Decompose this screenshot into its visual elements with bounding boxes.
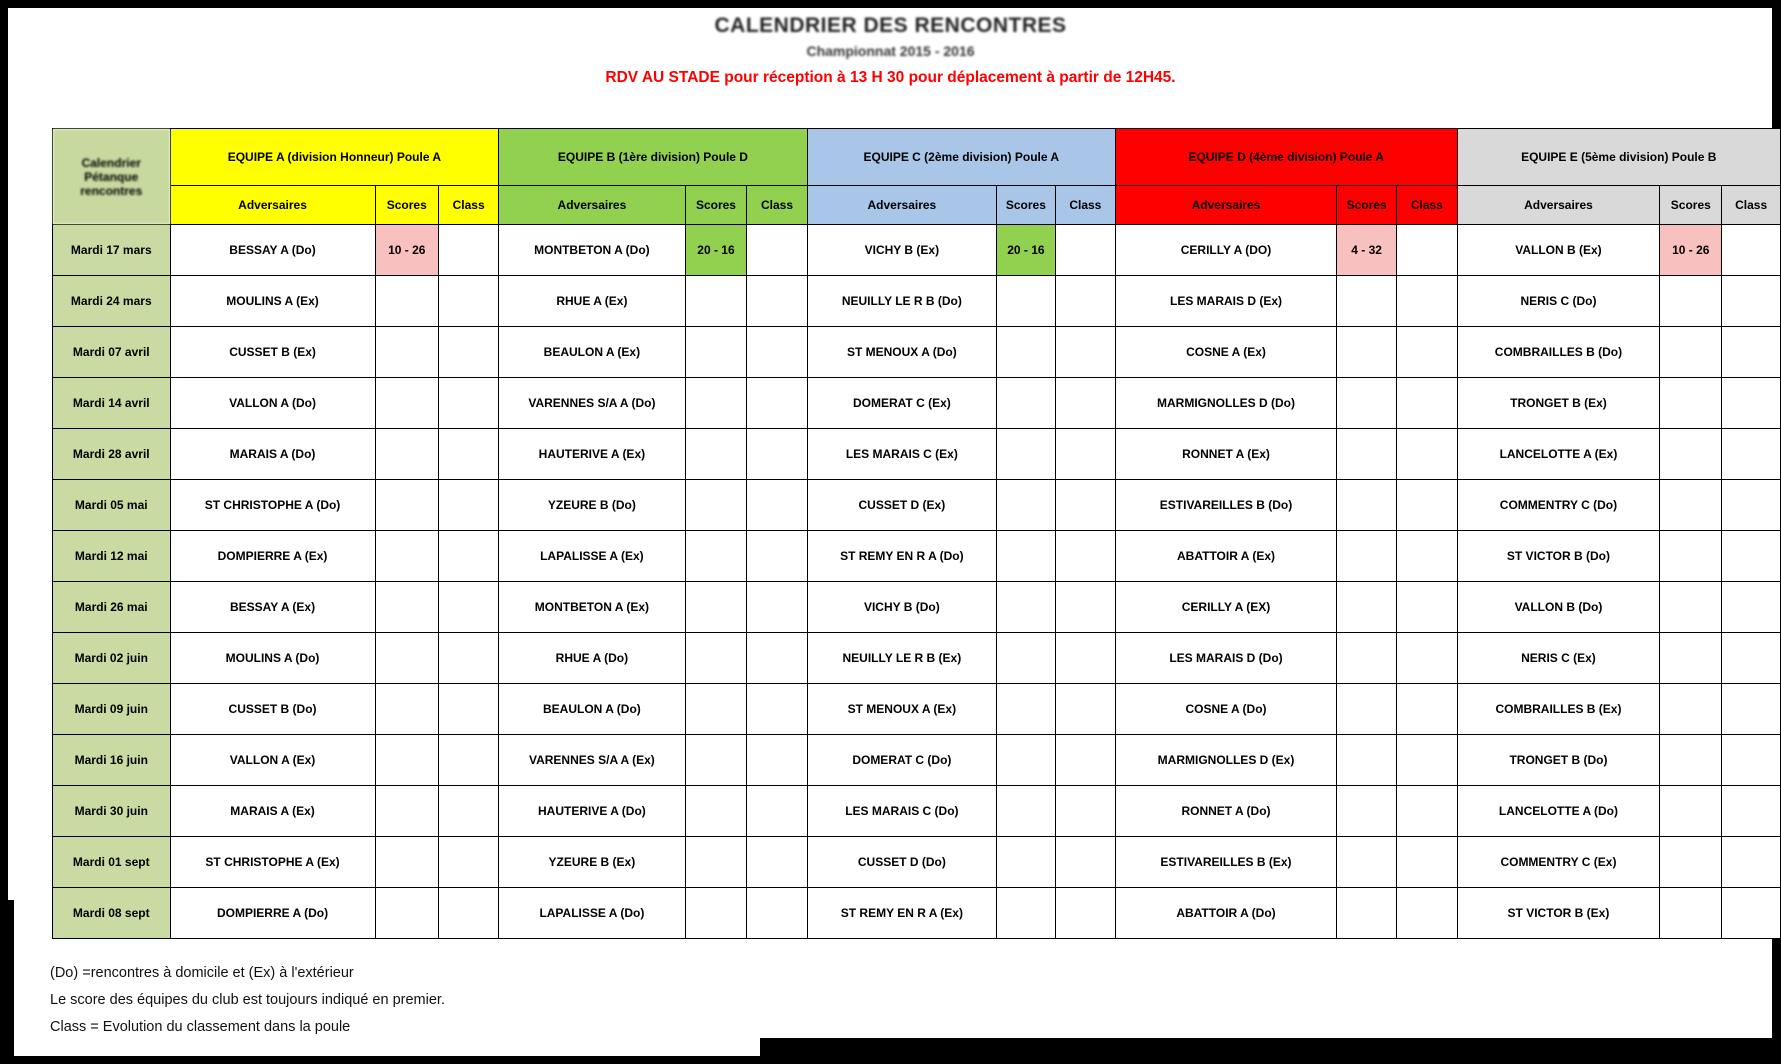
team-header-b: EQUIPE B (1ère division) Poule D [499, 129, 807, 186]
cell-score-b [685, 786, 747, 837]
cell-opponent-b: YZEURE B (Ex) [499, 837, 685, 888]
cell-opponent-d: ABATTOIR A (Ex) [1115, 531, 1336, 582]
subheader-d-class: Class [1397, 186, 1457, 225]
subheader-b-scores: Scores [685, 186, 747, 225]
cell-score-d [1337, 429, 1397, 480]
cell-score-d [1337, 786, 1397, 837]
cell-score-d [1337, 480, 1397, 531]
cell-class-b [747, 684, 807, 735]
cell-score-b [685, 276, 747, 327]
cell-class-c [1055, 786, 1115, 837]
table-row [53, 429, 1781, 480]
subheader-d-adversaires: Adversaires [1115, 186, 1336, 225]
cell-class-b [747, 888, 807, 939]
cell-opponent-c: DOMERAT C (Ex) [807, 378, 996, 429]
cell-score-e [1660, 786, 1722, 837]
cell-opponent-d: CERILLY A (DO) [1115, 225, 1336, 276]
table-row [53, 735, 1781, 786]
cell-opponent-b: VARENNES S/A A (Do) [499, 378, 685, 429]
cell-opponent-b: MONTBETON A (Ex) [499, 582, 685, 633]
decor-block-left [0, 0, 8, 906]
row-date: Mardi 14 avril [53, 378, 171, 429]
row-date: Mardi 01 sept [53, 837, 171, 888]
cell-score-d [1337, 276, 1397, 327]
cell-opponent-c: ST REMY EN R A (Do) [807, 531, 996, 582]
cell-score-e [1660, 276, 1722, 327]
cell-class-e [1722, 480, 1781, 531]
cell-opponent-e: ST VICTOR B (Ex) [1457, 888, 1660, 939]
cell-score-c [997, 735, 1056, 786]
cell-score-e [1660, 888, 1722, 939]
cell-score-c [997, 837, 1056, 888]
cell-class-c [1055, 735, 1115, 786]
cell-opponent-a: MOULINS A (Ex) [170, 276, 375, 327]
cell-score-e [1660, 684, 1722, 735]
footnote-2: Le score des équipes du club est toujours indiqué en premier. [50, 991, 445, 1008]
table-row [53, 684, 1781, 735]
table-row [53, 888, 1781, 939]
cell-class-d [1397, 837, 1457, 888]
cell-score-d [1337, 378, 1397, 429]
cell-opponent-c: CUSSET D (Do) [807, 837, 996, 888]
row-date: Mardi 28 avril [53, 429, 171, 480]
cell-opponent-b: BEAULON A (Do) [499, 684, 685, 735]
cell-opponent-c: VICHY B (Ex) [807, 225, 996, 276]
cell-score-a [375, 327, 438, 378]
cell-opponent-c: ST MENOUX A (Ex) [807, 684, 996, 735]
cell-class-b [747, 735, 807, 786]
cell-opponent-e: COMBRAILLES B (Do) [1457, 327, 1660, 378]
cell-score-b [685, 633, 747, 684]
cell-opponent-e: TRONGET B (Do) [1457, 735, 1660, 786]
cell-class-b [747, 837, 807, 888]
cell-opponent-c: VICHY B (Do) [807, 582, 996, 633]
cell-class-e [1722, 888, 1781, 939]
cell-class-b [747, 786, 807, 837]
subheader-d-scores: Scores [1337, 186, 1397, 225]
cell-score-b [685, 429, 747, 480]
cell-class-c [1055, 684, 1115, 735]
cell-class-c [1055, 276, 1115, 327]
footnote-1: (Do) =rencontres à domicile et (Ex) à l'extérieur [50, 965, 354, 981]
cell-opponent-e: ST VICTOR B (Do) [1457, 531, 1660, 582]
subheader-b-class: Class [747, 186, 807, 225]
cell-class-a [438, 684, 498, 735]
cell-opponent-d: RONNET A (Ex) [1115, 429, 1336, 480]
cell-class-e [1722, 225, 1781, 276]
cell-score-c [997, 327, 1056, 378]
cell-score-c: 20 - 16 [997, 225, 1056, 276]
cell-opponent-c: CUSSET D (Ex) [807, 480, 996, 531]
title-block [0, 14, 1781, 87]
cell-score-b [685, 582, 747, 633]
cell-class-a [438, 888, 498, 939]
cell-class-b [747, 225, 807, 276]
cell-score-e [1660, 378, 1722, 429]
cell-class-d [1397, 786, 1457, 837]
subheader-b-adversaires: Adversaires [499, 186, 685, 225]
cell-class-a [438, 786, 498, 837]
cell-class-d [1397, 582, 1457, 633]
cell-score-a [375, 378, 438, 429]
cell-score-a [375, 837, 438, 888]
cell-class-a [438, 378, 498, 429]
cell-class-c [1055, 582, 1115, 633]
document-subtitle: Championnat 2015 - 2016 [806, 43, 975, 59]
cell-opponent-b: MONTBETON A (Do) [499, 225, 685, 276]
cell-score-c [997, 786, 1056, 837]
schedule-table [52, 128, 1781, 939]
cell-opponent-c: NEUILLY LE R B (Ex) [807, 633, 996, 684]
cell-class-e [1722, 633, 1781, 684]
cell-class-e [1722, 735, 1781, 786]
cell-class-d [1397, 531, 1457, 582]
cell-opponent-a: DOMPIERRE A (Do) [170, 888, 375, 939]
decor-block-top [0, 0, 1781, 8]
cell-score-e: 10 - 26 [1660, 225, 1722, 276]
cell-score-b [685, 837, 747, 888]
cell-score-b: 20 - 16 [685, 225, 747, 276]
cell-class-c [1055, 327, 1115, 378]
cell-score-e [1660, 327, 1722, 378]
cell-opponent-d: CERILLY A (EX) [1115, 582, 1336, 633]
cell-score-a [375, 531, 438, 582]
team-header-c: EQUIPE C (2ème division) Poule A [807, 129, 1115, 186]
cell-score-a [375, 429, 438, 480]
subheader-e-scores: Scores [1660, 186, 1722, 225]
cell-score-a [375, 582, 438, 633]
cell-opponent-d: ESTIVAREILLES B (Ex) [1115, 837, 1336, 888]
cell-opponent-e: COMMENTRY C (Do) [1457, 480, 1660, 531]
cell-class-c [1055, 378, 1115, 429]
decor-block-bottom [0, 1056, 1781, 1064]
subheader-a-adversaires: Adversaires [170, 186, 375, 225]
cell-class-c [1055, 531, 1115, 582]
row-date: Mardi 26 mai [53, 582, 171, 633]
cell-score-c [997, 582, 1056, 633]
cell-opponent-a: MARAIS A (Ex) [170, 786, 375, 837]
cell-score-b [685, 531, 747, 582]
cell-opponent-c: LES MARAIS C (Do) [807, 786, 996, 837]
cell-score-d: 4 - 32 [1337, 225, 1397, 276]
cell-class-b [747, 429, 807, 480]
cell-score-c [997, 429, 1056, 480]
cell-opponent-c: ST REMY EN R A (Ex) [807, 888, 996, 939]
cell-opponent-d: MARMIGNOLLES D (Ex) [1115, 735, 1336, 786]
cell-score-b [685, 684, 747, 735]
cell-opponent-a: DOMPIERRE A (Ex) [170, 531, 375, 582]
cell-score-d [1337, 582, 1397, 633]
cell-opponent-b: YZEURE B (Do) [499, 480, 685, 531]
row-date: Mardi 12 mai [53, 531, 171, 582]
cell-score-e [1660, 735, 1722, 786]
subheader-c-class: Class [1055, 186, 1115, 225]
cell-opponent-b: BEAULON A (Ex) [499, 327, 685, 378]
cell-score-d [1337, 735, 1397, 786]
cell-score-e [1660, 531, 1722, 582]
table-row [53, 633, 1781, 684]
cell-opponent-e: VALLON B (Ex) [1457, 225, 1660, 276]
cell-class-e [1722, 276, 1781, 327]
cell-score-c [997, 888, 1056, 939]
cell-opponent-b: HAUTERIVE A (Do) [499, 786, 685, 837]
table-header-teams [53, 129, 1781, 186]
cell-class-c [1055, 837, 1115, 888]
cell-score-c [997, 276, 1056, 327]
cell-score-a [375, 735, 438, 786]
cell-score-b [685, 888, 747, 939]
cell-class-e [1722, 786, 1781, 837]
cell-class-a [438, 582, 498, 633]
table-row [53, 786, 1781, 837]
cell-score-c [997, 531, 1056, 582]
cell-score-e [1660, 633, 1722, 684]
cell-score-a [375, 480, 438, 531]
cell-class-b [747, 378, 807, 429]
cell-score-c [997, 480, 1056, 531]
cell-class-d [1397, 429, 1457, 480]
row-date: Mardi 17 mars [53, 225, 171, 276]
cell-opponent-d: COSNE A (Ex) [1115, 327, 1336, 378]
cell-class-a [438, 480, 498, 531]
cell-opponent-d: LES MARAIS D (Do) [1115, 633, 1336, 684]
footnote-3: Class = Evolution du classement dans la poule [50, 1018, 351, 1035]
cell-opponent-e: COMMENTRY C (Ex) [1457, 837, 1660, 888]
cell-opponent-e: LANCELOTTE A (Do) [1457, 786, 1660, 837]
cell-opponent-a: CUSSET B (Ex) [170, 327, 375, 378]
cell-score-d [1337, 684, 1397, 735]
cell-opponent-d: ABATTOIR A (Do) [1115, 888, 1336, 939]
cell-score-a [375, 633, 438, 684]
schedule-body [53, 225, 1781, 939]
cell-opponent-e: NERIS C (Ex) [1457, 633, 1660, 684]
cell-class-c [1055, 225, 1115, 276]
cell-opponent-d: COSNE A (Do) [1115, 684, 1336, 735]
row-date: Mardi 30 juin [53, 786, 171, 837]
subheader-e-class: Class [1722, 186, 1781, 225]
cell-opponent-b: RHUE A (Do) [499, 633, 685, 684]
cell-class-a [438, 225, 498, 276]
cell-opponent-a: MARAIS A (Do) [170, 429, 375, 480]
cell-opponent-c: DOMERAT C (Do) [807, 735, 996, 786]
cell-class-b [747, 633, 807, 684]
cell-opponent-b: LAPALISSE A (Do) [499, 888, 685, 939]
cell-opponent-d: LES MARAIS D (Ex) [1115, 276, 1336, 327]
meeting-notice: RDV AU STADE pour réception à 13 H 30 pour déplacement à partir de 12H45. [605, 69, 1176, 86]
row-date: Mardi 02 juin [53, 633, 171, 684]
table-row [53, 276, 1781, 327]
subheader-e-adversaires: Adversaires [1457, 186, 1660, 225]
corner-label: Calendrier Pétanque rencontres [53, 129, 171, 225]
row-date: Mardi 16 juin [53, 735, 171, 786]
cell-class-d [1397, 480, 1457, 531]
cell-opponent-a: CUSSET B (Do) [170, 684, 375, 735]
cell-score-d [1337, 531, 1397, 582]
cell-opponent-e: NERIS C (Do) [1457, 276, 1660, 327]
cell-class-e [1722, 429, 1781, 480]
footnotes [50, 960, 445, 1040]
cell-opponent-e: VALLON B (Do) [1457, 582, 1660, 633]
cell-opponent-a: MOULINS A (Do) [170, 633, 375, 684]
table-row [53, 582, 1781, 633]
row-date: Mardi 07 avril [53, 327, 171, 378]
cell-opponent-d: MARMIGNOLLES D (Do) [1115, 378, 1336, 429]
cell-class-b [747, 582, 807, 633]
cell-class-e [1722, 531, 1781, 582]
table-row [53, 225, 1781, 276]
cell-class-d [1397, 378, 1457, 429]
cell-score-b [685, 735, 747, 786]
cell-opponent-d: ESTIVAREILLES B (Do) [1115, 480, 1336, 531]
cell-score-a [375, 888, 438, 939]
table-row [53, 480, 1781, 531]
cell-class-b [747, 531, 807, 582]
cell-class-c [1055, 429, 1115, 480]
subheader-c-adversaires: Adversaires [807, 186, 996, 225]
decor-block-left-bottom [0, 900, 14, 1064]
cell-score-c [997, 684, 1056, 735]
cell-class-c [1055, 888, 1115, 939]
cell-class-e [1722, 684, 1781, 735]
cell-opponent-d: RONNET A (Do) [1115, 786, 1336, 837]
cell-score-c [997, 633, 1056, 684]
cell-opponent-a: BESSAY A (Do) [170, 225, 375, 276]
cell-class-c [1055, 633, 1115, 684]
cell-class-b [747, 480, 807, 531]
cell-score-e [1660, 837, 1722, 888]
subheader-a-class: Class [438, 186, 498, 225]
cell-class-a [438, 531, 498, 582]
cell-class-a [438, 327, 498, 378]
cell-opponent-a: BESSAY A (Ex) [170, 582, 375, 633]
cell-class-d [1397, 276, 1457, 327]
team-header-d: EQUIPE D (4ème division) Poule A [1115, 129, 1457, 186]
cell-score-d [1337, 633, 1397, 684]
cell-score-d [1337, 837, 1397, 888]
table-row [53, 837, 1781, 888]
cell-class-d [1397, 684, 1457, 735]
cell-class-a [438, 429, 498, 480]
cell-class-e [1722, 837, 1781, 888]
cell-score-a [375, 276, 438, 327]
cell-score-e [1660, 429, 1722, 480]
cell-class-e [1722, 378, 1781, 429]
cell-class-d [1397, 888, 1457, 939]
cell-score-a: 10 - 26 [375, 225, 438, 276]
cell-opponent-b: LAPALISSE A (Ex) [499, 531, 685, 582]
cell-class-b [747, 276, 807, 327]
row-date: Mardi 05 mai [53, 480, 171, 531]
cell-opponent-c: LES MARAIS C (Ex) [807, 429, 996, 480]
cell-class-e [1722, 327, 1781, 378]
cell-opponent-b: VARENNES S/A A (Ex) [499, 735, 685, 786]
cell-class-d [1397, 327, 1457, 378]
row-date: Mardi 09 juin [53, 684, 171, 735]
cell-opponent-a: VALLON A (Ex) [170, 735, 375, 786]
table-header-subcolumns [53, 186, 1781, 225]
cell-class-e [1722, 582, 1781, 633]
cell-opponent-e: LANCELOTTE A (Ex) [1457, 429, 1660, 480]
cell-class-a [438, 735, 498, 786]
cell-class-a [438, 837, 498, 888]
cell-opponent-a: VALLON A (Do) [170, 378, 375, 429]
cell-score-d [1337, 327, 1397, 378]
cell-class-d [1397, 633, 1457, 684]
cell-class-a [438, 633, 498, 684]
cell-score-b [685, 480, 747, 531]
team-header-a: EQUIPE A (division Honneur) Poule A [170, 129, 499, 186]
table-row [53, 378, 1781, 429]
document-title: CALENDRIER DES RENCONTRES [714, 14, 1067, 37]
table-row [53, 531, 1781, 582]
cell-score-b [685, 327, 747, 378]
cell-score-e [1660, 582, 1722, 633]
cell-score-a [375, 786, 438, 837]
cell-class-d [1397, 225, 1457, 276]
cell-class-a [438, 276, 498, 327]
cell-score-a [375, 684, 438, 735]
cell-opponent-e: COMBRAILLES B (Ex) [1457, 684, 1660, 735]
cell-score-b [685, 378, 747, 429]
cell-opponent-a: ST CHRISTOPHE A (Do) [170, 480, 375, 531]
subheader-a-scores: Scores [375, 186, 438, 225]
cell-opponent-b: HAUTERIVE A (Ex) [499, 429, 685, 480]
cell-score-c [997, 378, 1056, 429]
cell-class-b [747, 327, 807, 378]
row-date: Mardi 08 sept [53, 888, 171, 939]
cell-class-d [1397, 735, 1457, 786]
cell-class-c [1055, 480, 1115, 531]
cell-opponent-b: RHUE A (Ex) [499, 276, 685, 327]
team-header-e: EQUIPE E (5ème division) Poule B [1457, 129, 1780, 186]
cell-opponent-c: ST MENOUX A (Do) [807, 327, 996, 378]
cell-score-d [1337, 888, 1397, 939]
table-row [53, 327, 1781, 378]
cell-opponent-a: ST CHRISTOPHE A (Ex) [170, 837, 375, 888]
subheader-c-scores: Scores [997, 186, 1056, 225]
cell-opponent-c: NEUILLY LE R B (Do) [807, 276, 996, 327]
row-date: Mardi 24 mars [53, 276, 171, 327]
cell-score-e [1660, 480, 1722, 531]
cell-opponent-e: TRONGET B (Ex) [1457, 378, 1660, 429]
